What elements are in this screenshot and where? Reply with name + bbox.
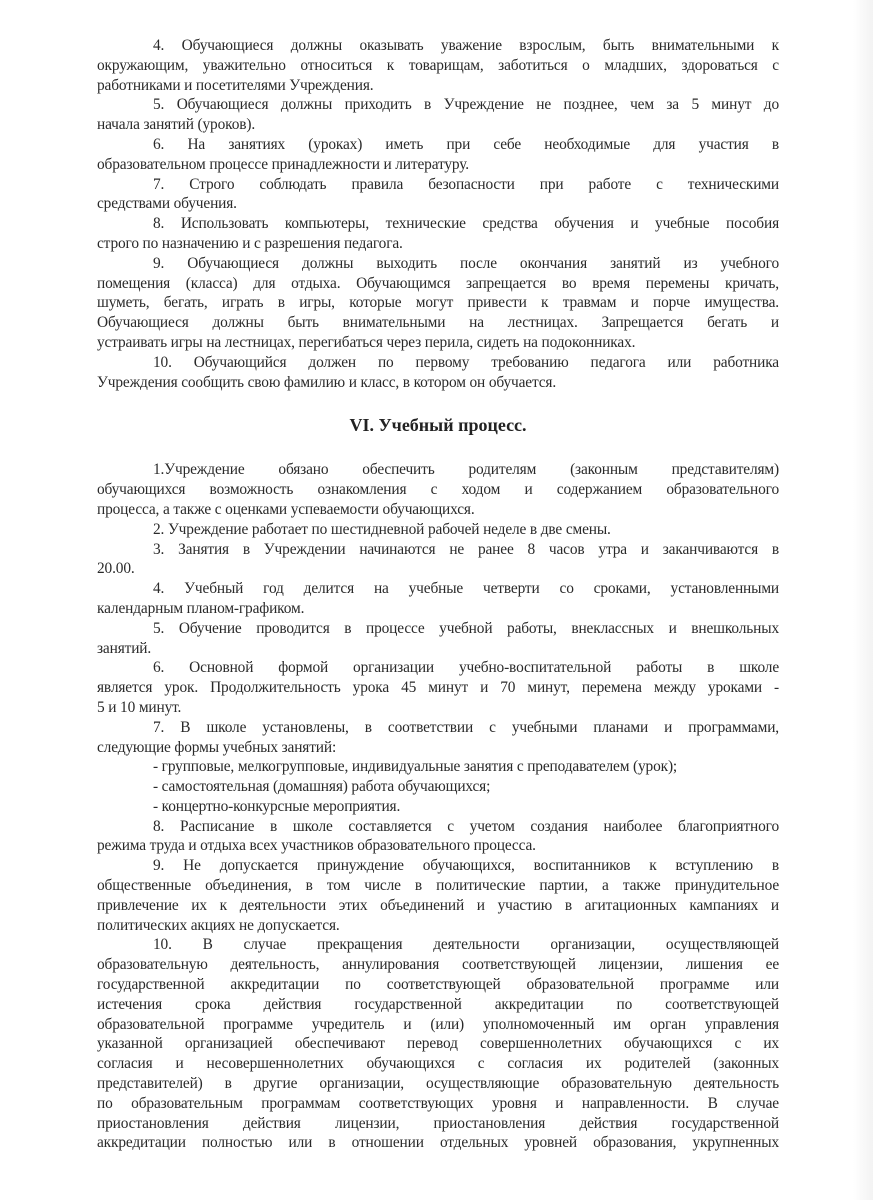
paragraph bbox=[97, 658, 779, 717]
text-line: аккредитации полностью или в отношении отдельных уровней образования, укрупненных bbox=[97, 1134, 779, 1152]
text-line: календарным планом-графиком. bbox=[97, 599, 305, 617]
text-line: 7. Строго соблюдать правила безопасности при работе с техническими bbox=[153, 175, 779, 193]
text-line: устраивать игры на лестницах, перегибаться через перила, сидеть на подоконниках. bbox=[97, 333, 636, 351]
text-line: 20.00. bbox=[97, 560, 135, 578]
text-line: - групповые, мелкогрупповые, индивидуальные занятия с преподавателем (урок); bbox=[153, 758, 678, 776]
text-line: 5. Обучающиеся должны приходить в Учреждение не позднее, чем за 5 минут до bbox=[153, 96, 779, 114]
text-line: приостановления действия лицензии, приостановления действия государственной bbox=[97, 1114, 779, 1132]
text-line: 6. Основной формой организации учебно-воспитательной работы в школе bbox=[153, 659, 779, 677]
text-line: образовательной программе учредитель и (или) уполномоченный им орган управления bbox=[97, 1015, 779, 1033]
text-line: образовательную деятельность, аннулирования соответствующей лицензии, лишения ее bbox=[97, 956, 779, 974]
paragraph bbox=[97, 540, 779, 580]
paragraph bbox=[97, 460, 779, 519]
text-line: политических акциях не допускается. bbox=[97, 916, 340, 934]
text-line: Учреждения сообщить свою фамилию и класс, в котором он обучается. bbox=[97, 373, 557, 391]
text-line: окружающим, уважительно относиться к товарищам, заботиться о младших, здороваться с bbox=[97, 56, 779, 74]
text-line: является урок. Продолжительность урока 45 минут и 70 минут, перемена между уроками - bbox=[97, 679, 779, 697]
text-line: занятий. bbox=[97, 639, 152, 657]
paragraph bbox=[97, 579, 779, 619]
text-line: привлечение их к деятельности этих объединений и участию в агитационных кампаниях и bbox=[97, 896, 779, 914]
text-line: Обучающиеся должны быть внимательными на лестницах. Запрещается бегать и bbox=[97, 314, 779, 332]
text-line: 7. В школе установлены, в соответствии с учебными планами и программами, bbox=[153, 718, 779, 736]
text-line: строго по назначению и с разрешения педагога. bbox=[97, 234, 403, 252]
text-line: 2. Учреждение работает по шестидневной рабочей неделе в две смены. bbox=[153, 520, 611, 538]
paragraph bbox=[97, 797, 779, 817]
paragraph bbox=[97, 175, 779, 215]
text-line: - концертно-конкурсные мероприятия. bbox=[153, 797, 401, 815]
text-line: 8. Использовать компьютеры, технические средства обучения и учебные пособия bbox=[153, 215, 779, 233]
text-line: шуметь, бегать, играть в игры, которые могут привести к травмам и порче имущества. bbox=[97, 294, 779, 312]
section-educational-process bbox=[97, 460, 779, 1153]
paragraph bbox=[97, 353, 779, 393]
text-line: представителей) в другие организации, осуществляющие образовательную деятельность bbox=[97, 1075, 779, 1093]
text-line: помещения (класса) для отдыха. Обучающимся запрещается во время перемены кричать, bbox=[97, 274, 779, 292]
text-line: государственной аккредитации по соответствующей образовательной программе или bbox=[97, 976, 779, 994]
paragraph bbox=[97, 36, 779, 95]
paragraph bbox=[97, 718, 779, 758]
paragraph bbox=[97, 817, 779, 857]
text-line: 1.Учреждение обязано обеспечить родителям (законным представителям) bbox=[153, 461, 779, 479]
text-line: 6. На занятиях (уроках) иметь при себе необходимые для участия в bbox=[153, 135, 779, 153]
text-line: образовательном процессе принадлежности и литературу. bbox=[97, 155, 469, 173]
section-student-duties bbox=[97, 36, 779, 392]
text-line: 5. Обучение проводится в процессе учебной работы, внеклассных и внешкольных bbox=[153, 619, 779, 637]
paragraph bbox=[97, 856, 779, 935]
paragraph bbox=[97, 95, 779, 135]
text-line: 10. В случае прекращения деятельности организации, осуществляющей bbox=[153, 936, 779, 954]
text-line: согласия и несовершеннолетних обучающихся с согласия их родителей (законных bbox=[97, 1055, 779, 1073]
paragraph bbox=[97, 520, 779, 540]
text-line: 4. Обучающиеся должны оказывать уважение взрослым, быть внимательными к bbox=[153, 37, 779, 54]
text-line: работниками и посетителями Учреждения. bbox=[97, 76, 374, 94]
text-line: 5 и 10 минут. bbox=[97, 698, 182, 716]
text-line: обучающихся возможность ознакомления с ходом и содержанием образовательного bbox=[97, 481, 779, 499]
paragraph bbox=[97, 214, 779, 254]
text-line: процесса, а также с оценками успеваемости обучающихся. bbox=[97, 500, 475, 518]
paragraph bbox=[97, 777, 779, 797]
text-line: следующие формы учебных занятий: bbox=[97, 738, 337, 756]
text-line: средствами обучения. bbox=[97, 195, 237, 213]
text-line: истечения срока действия государственной аккредитации по соответствующей bbox=[97, 995, 779, 1013]
paragraph bbox=[97, 757, 779, 777]
paragraph bbox=[97, 254, 779, 353]
text-line: 8. Расписание в школе составляется с учетом создания наиболее благоприятного bbox=[153, 817, 779, 835]
text-line: начала занятий (уроков). bbox=[97, 116, 256, 134]
text-line: режима труда и отдыха всех участников образовательного процесса. bbox=[97, 837, 536, 855]
text-line: указанной организацией обеспечивают перевод совершеннолетних обучающихся с их bbox=[97, 1035, 779, 1053]
text-line: 9. Не допускается принуждение обучающихся, воспитанников к вступлению в bbox=[153, 857, 779, 875]
paragraph bbox=[97, 619, 779, 659]
text-line: 9. Обучающиеся должны выходить после окончания занятий из учебного bbox=[153, 254, 779, 272]
paragraph bbox=[97, 135, 779, 175]
scan-edge-shadow bbox=[853, 0, 873, 1200]
text-line: по образовательным программам соответствующих уровня и направленности. В случае bbox=[97, 1094, 779, 1112]
paragraph bbox=[97, 935, 779, 1153]
text-line: 4. Учебный год делится на учебные четверти со сроками, установленными bbox=[153, 580, 779, 598]
section-heading: VI. Учебный процесс. bbox=[349, 415, 527, 436]
document-page bbox=[97, 36, 779, 1153]
text-line: общественные объединения, в том числе в политические партии, а также принудительное bbox=[97, 877, 779, 895]
text-line: 10. Обучающийся должен по первому требованию педагога или работника bbox=[153, 353, 779, 371]
text-line: - самостоятельная (домашняя) работа обучающихся; bbox=[153, 778, 491, 796]
text-line: 3. Занятия в Учреждении начинаются не ранее 8 часов утра и заканчиваются в bbox=[153, 540, 779, 558]
